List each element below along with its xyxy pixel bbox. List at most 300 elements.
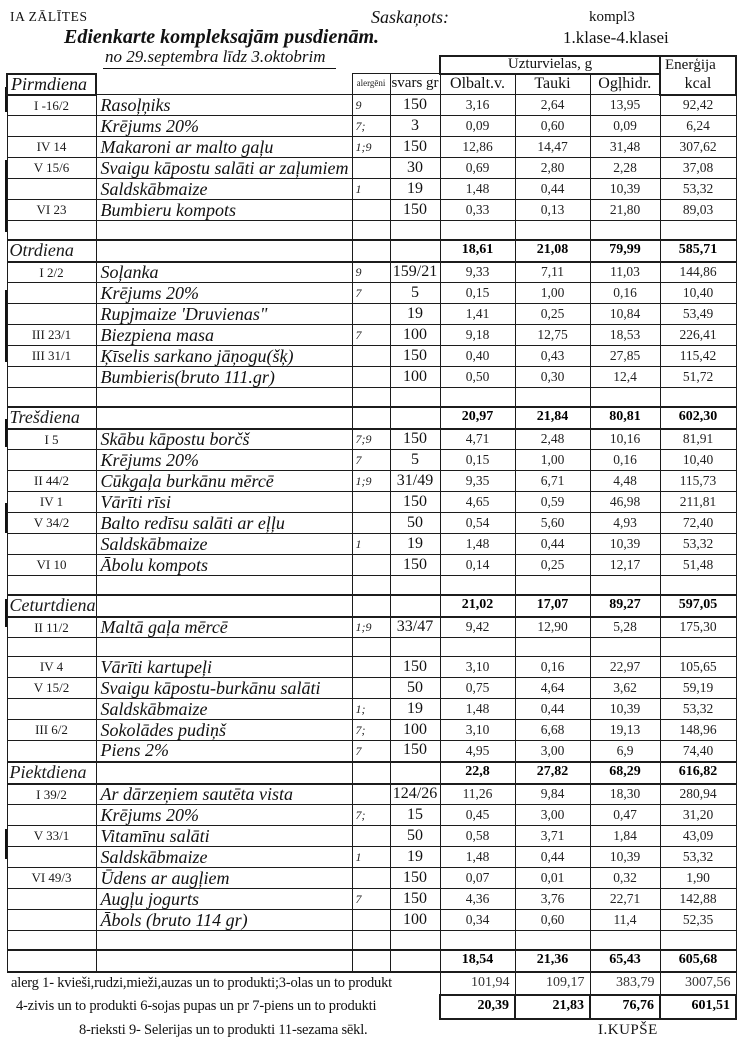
signature: I.KUPŠE [598,1021,658,1038]
blank-row [7,638,736,657]
dish-code [7,805,96,826]
kcal-value: 31,20 [660,805,736,826]
kcal-value: 148,96 [660,720,736,741]
allergen-codes: 7 [352,450,390,471]
allergen-note-2: 4-zivis un to produkti 6-sojas pupas un pr 7-piens un to produkti [16,998,377,1015]
fat-value: 0,13 [515,200,590,221]
kcal-value: 53,32 [660,179,736,200]
protein-value [440,576,515,595]
kcal-value: 43,09 [660,826,736,847]
carbs-value: 4,48 [590,471,660,492]
kcal-value: 142,88 [660,889,736,910]
kcal-value: 6,24 [660,116,736,137]
fat-value: 7,11 [515,262,590,283]
weight-grams: 50 [390,678,440,699]
protein-value: 1,48 [440,699,515,720]
dish-code [7,889,96,910]
carbs-value: 4,93 [590,513,660,534]
allergen-codes [352,367,390,388]
fat-value: 21,84 [515,407,590,429]
allergen-codes [352,950,390,972]
dish-name: Soļanka [96,262,352,283]
weight-grams [390,240,440,262]
allergen-codes [352,407,390,429]
dish-code [7,179,96,200]
fat-value: 0,25 [515,304,590,325]
dish-name: Balto redīsu salāti ar eļļu [96,513,352,534]
avg-kcal: 601,51 [660,995,736,1019]
fat-value: 0,44 [515,534,590,555]
dish-name: Vārīti kartupeļi [96,657,352,678]
allergen-codes [352,678,390,699]
dish-name: Svaigu kāpostu-burkānu salāti [96,678,352,699]
carbs-value: 1,84 [590,826,660,847]
kcal-value [660,931,736,950]
carbs-value: 0,32 [590,868,660,889]
dish-code: V 33/1 [7,826,96,847]
blank-row [7,576,736,595]
protein-value: 20,97 [440,407,515,429]
protein-value: 22,8 [440,762,515,784]
protein-value [440,931,515,950]
dish-code: I -16/2 [7,95,96,116]
dish-name: Biezpiena masa [96,325,352,346]
energy-group-label: Enerģija [665,57,716,73]
protein-value: 4,71 [440,429,515,450]
dish-code [7,910,96,931]
dish-code [7,283,96,304]
protein-header: Olbalt.v. [440,74,515,95]
menu-item-row [7,471,736,492]
allergen-codes: 7;9 [352,429,390,450]
dish-code [7,741,96,762]
dish-name [96,388,352,407]
fat-value: 17,07 [515,595,590,617]
weight-grams: 159/21 [390,262,440,283]
kcal-value: 72,40 [660,513,736,534]
energy-column-header [660,56,736,95]
allergen-codes [352,513,390,534]
kcal-value: 616,82 [660,762,736,784]
dish-code: VI 23 [7,200,96,221]
fat-value: 0,16 [515,657,590,678]
fat-value: 4,64 [515,678,590,699]
dish-name: Saldskābmaize [96,179,352,200]
dish-name [96,407,352,429]
dish-name: Rasoļņiks [96,95,352,116]
weight-grams: 19 [390,699,440,720]
fat-value: 5,60 [515,513,590,534]
protein-value: 0,15 [440,450,515,471]
school-name: IA ZĀLĪTES [10,9,88,24]
menu-item-row [7,910,736,931]
carbs-value: 10,39 [590,179,660,200]
weight-grams [390,931,440,950]
carbs-value: 68,29 [590,762,660,784]
weight-grams [390,576,440,595]
dish-name: Piens 2% [96,741,352,762]
dish-name: Bumbieru kompots [96,200,352,221]
carbs-value: 80,81 [590,407,660,429]
day-header-monday: Pirmdiena [7,74,96,95]
allergen-codes [352,638,390,657]
carbs-value: 10,39 [590,699,660,720]
weight-grams: 15 [390,805,440,826]
allergen-codes [352,492,390,513]
day-label: Ceturtdiena [7,595,96,617]
carbs-value: 65,43 [590,950,660,972]
menu-item-row [7,304,736,325]
menu-item-row [7,657,736,678]
allergen-codes: 7 [352,889,390,910]
protein-value: 4,65 [440,492,515,513]
dish-code [7,304,96,325]
dish-name: Rupjmaize 'Druvienas" [96,304,352,325]
menu-item-row [7,158,736,179]
kcal-value: 10,40 [660,450,736,471]
protein-value: 3,10 [440,720,515,741]
carbs-value: 18,53 [590,325,660,346]
protein-value: 3,16 [440,95,515,116]
carbs-value: 13,95 [590,95,660,116]
fat-header: Tauki [515,74,590,95]
week-kcal-sum: 3007,56 [660,972,736,995]
dish-name: Cūkgaļa burkānu mērcē [96,471,352,492]
dish-name: Saldskābmaize [96,699,352,720]
allergen-note-3: 8-rieksti 9- Selerijas un to produkti 11-sezama sēkl. [79,1021,368,1038]
protein-value: 0,50 [440,367,515,388]
protein-value: 9,33 [440,262,515,283]
dish-code: I 39/2 [7,784,96,805]
allergen-codes: 9 [352,262,390,283]
kcal-value: 53,32 [660,847,736,868]
protein-value: 0,09 [440,116,515,137]
protein-value: 0,75 [440,678,515,699]
allergen-codes [352,826,390,847]
week-carbs-sum: 383,79 [590,972,660,995]
fat-value [515,221,590,240]
carbs-value [590,388,660,407]
allergen-codes [352,240,390,262]
weight-grams: 33/47 [390,617,440,638]
fat-value: 14,47 [515,137,590,158]
weight-grams: 5 [390,283,440,304]
week-protein-sum: 101,94 [440,972,515,995]
carbs-value: 5,28 [590,617,660,638]
allergen-codes: 1;9 [352,471,390,492]
kcal-value: 53,49 [660,304,736,325]
dish-name [96,240,352,262]
dish-name: Skābu kāpostu borčš [96,429,352,450]
menu-item-row [7,555,736,576]
kcal-value: 115,73 [660,471,736,492]
kcal-value: 175,30 [660,617,736,638]
carbs-value: 18,30 [590,784,660,805]
fat-value: 12,75 [515,325,590,346]
kcal-value [660,638,736,657]
protein-value: 0,33 [440,200,515,221]
dish-name: Saldskābmaize [96,534,352,555]
allergen-codes [352,158,390,179]
weight-grams: 31/49 [390,471,440,492]
date-range: no 29.septembra līdz 3.oktobrim [103,47,336,69]
menu-item-row [7,450,736,471]
weight-grams: 150 [390,555,440,576]
dish-name: Sokolādes pudiņš [96,720,352,741]
menu-item-row [7,826,736,847]
protein-value: 0,14 [440,555,515,576]
kcal-value: 226,41 [660,325,736,346]
carbs-value: 12,17 [590,555,660,576]
protein-value [440,388,515,407]
fat-value: 6,68 [515,720,590,741]
carbs-value: 89,27 [590,595,660,617]
fat-value: 0,44 [515,847,590,868]
menu-item-row [7,346,736,367]
dish-name: Krējums 20% [96,450,352,471]
carbs-value: 12,4 [590,367,660,388]
dish-name: Ūdens ar augļiem [96,868,352,889]
fat-value: 9,84 [515,784,590,805]
menu-item-row [7,283,736,304]
blank-row [7,388,736,407]
fat-value: 0,44 [515,699,590,720]
protein-value: 0,69 [440,158,515,179]
fat-value: 21,08 [515,240,590,262]
dish-code: III 31/1 [7,346,96,367]
fat-value: 1,00 [515,450,590,471]
dish-name [96,576,352,595]
nutrients-group-header: Uzturvielas, g [440,56,660,74]
kcal-value: 280,94 [660,784,736,805]
day-row [7,762,736,784]
weight-grams: 124/26 [390,784,440,805]
menu-item-row [7,889,736,910]
fat-value: 27,82 [515,762,590,784]
dish-code [7,638,96,657]
doc-code: kompl3 [589,9,635,25]
fat-value: 0,01 [515,868,590,889]
dish-name: Ābols (bruto 114 gr) [96,910,352,931]
kcal-label: kcal [684,74,712,92]
kcal-value: 605,68 [660,950,736,972]
day-label: Piektdiena [7,762,96,784]
day-label: Trešdiena [7,407,96,429]
fat-value [515,576,590,595]
protein-value: 1,48 [440,534,515,555]
fat-value: 0,25 [515,555,590,576]
dish-code: II 11/2 [7,617,96,638]
dish-code [7,388,96,407]
menu-item-row [7,699,736,720]
menu-item-row [7,116,736,137]
carbs-header: Ogļhidr. [590,74,660,95]
protein-value: 18,61 [440,240,515,262]
dish-name: Bumbieris(bruto 111.gr) [96,367,352,388]
menu-table [6,55,737,1042]
menu-item-row [7,741,736,762]
kcal-value: 74,40 [660,741,736,762]
weight-grams: 150 [390,137,440,158]
carbs-value: 11,03 [590,262,660,283]
carbs-value: 27,85 [590,346,660,367]
carbs-value: 0,47 [590,805,660,826]
fat-value: 3,76 [515,889,590,910]
fat-value: 6,71 [515,471,590,492]
day-label: Otrdiena [7,240,96,262]
approved-label: Saskaņots: [371,7,449,27]
allergen-codes [352,595,390,617]
kcal-value: 92,42 [660,95,736,116]
menu-title: Edienkarte kompleksajām pusdienām. [64,26,380,48]
allergen-codes [352,762,390,784]
protein-value: 1,41 [440,304,515,325]
protein-value: 4,36 [440,889,515,910]
kcal-value: 59,19 [660,678,736,699]
dish-code: III 23/1 [7,325,96,346]
weight-grams [390,221,440,240]
carbs-value: 2,28 [590,158,660,179]
allergen-codes [352,221,390,240]
weight-grams: 19 [390,534,440,555]
carbs-value: 10,39 [590,534,660,555]
dish-name [96,638,352,657]
weight-grams: 150 [390,889,440,910]
weight-grams [390,388,440,407]
allergen-codes: 7 [352,325,390,346]
allergen-codes: 1;9 [352,617,390,638]
menu-item-row [7,179,736,200]
dish-name: Krējums 20% [96,116,352,137]
dish-code [7,116,96,137]
carbs-value: 22,71 [590,889,660,910]
protein-value: 3,10 [440,657,515,678]
fat-value: 2,64 [515,95,590,116]
allergen-note-row-1 [7,972,736,995]
allergen-note-row-2 [7,995,736,1019]
weight-grams: 150 [390,741,440,762]
protein-value: 9,42 [440,617,515,638]
dish-name: Ābolu kompots [96,555,352,576]
allergen-codes: 7; [352,116,390,137]
protein-value: 4,95 [440,741,515,762]
weight-grams [390,407,440,429]
kcal-value [660,576,736,595]
carbs-value: 0,16 [590,450,660,471]
dish-name [96,595,352,617]
dish-name: Vitamīnu salāti [96,826,352,847]
allergen-codes [352,388,390,407]
fat-value: 2,80 [515,158,590,179]
header-spacer [7,56,440,74]
fat-value: 0,30 [515,367,590,388]
dish-code [7,534,96,555]
carbs-value [590,638,660,657]
kcal-value: 307,62 [660,137,736,158]
allergen-codes [352,931,390,950]
weight-grams [390,950,440,972]
dish-name [96,931,352,950]
fat-value: 0,59 [515,492,590,513]
allergen-codes: 1;9 [352,137,390,158]
menu-item-row [7,617,736,638]
menu-item-row [7,868,736,889]
weight-grams: 150 [390,95,440,116]
fat-value: 0,60 [515,116,590,137]
dish-name [96,221,352,240]
allergen-codes [352,576,390,595]
weight-grams: 150 [390,346,440,367]
fat-value: 0,44 [515,179,590,200]
protein-value: 9,35 [440,471,515,492]
carbs-value: 22,97 [590,657,660,678]
kcal-value: 602,30 [660,407,736,429]
protein-value [440,221,515,240]
dish-code: IV 14 [7,137,96,158]
dish-code [7,221,96,240]
fat-value: 1,00 [515,283,590,304]
weight-grams: 3 [390,116,440,137]
allergen-codes [352,657,390,678]
dish-code [7,699,96,720]
dish-name: Augļu jogurts [96,889,352,910]
dish-code: VI 49/3 [7,868,96,889]
fat-value: 0,60 [515,910,590,931]
kcal-value: 144,86 [660,262,736,283]
carbs-value: 10,84 [590,304,660,325]
weight-grams: 19 [390,179,440,200]
dish-header-spacer [96,74,352,95]
avg-protein: 20,39 [440,995,515,1019]
weight-grams: 50 [390,513,440,534]
class-range: 1.klase-4.klasei [563,28,669,47]
weight-grams: 150 [390,492,440,513]
allergen-codes: 9 [352,95,390,116]
fat-value: 2,48 [515,429,590,450]
fat-value: 12,90 [515,617,590,638]
dish-name [96,950,352,972]
kcal-value: 53,32 [660,699,736,720]
allergen-codes [352,200,390,221]
carbs-value [590,931,660,950]
menu-item-row [7,678,736,699]
weight-grams [390,762,440,784]
fat-value: 3,00 [515,805,590,826]
dish-name: Vārīti rīsi [96,492,352,513]
dish-code: IV 4 [7,657,96,678]
allergen-codes: 7; [352,805,390,826]
menu-item-row [7,847,736,868]
table-header-group-row [7,56,736,74]
fat-value: 0,43 [515,346,590,367]
kcal-value: 10,40 [660,283,736,304]
kcal-value: 89,03 [660,200,736,221]
fat-value [515,931,590,950]
allergen-codes [352,784,390,805]
protein-value: 0,07 [440,868,515,889]
kcal-value [660,221,736,240]
carbs-value: 79,99 [590,240,660,262]
weight-grams: 100 [390,910,440,931]
kcal-value: 105,65 [660,657,736,678]
dish-code [7,847,96,868]
dish-code: I 5 [7,429,96,450]
dish-name: Makaroni ar malto gaļu [96,137,352,158]
fat-value [515,638,590,657]
allergen-codes: 7; [352,720,390,741]
allergen-codes [352,555,390,576]
protein-value: 0,54 [440,513,515,534]
